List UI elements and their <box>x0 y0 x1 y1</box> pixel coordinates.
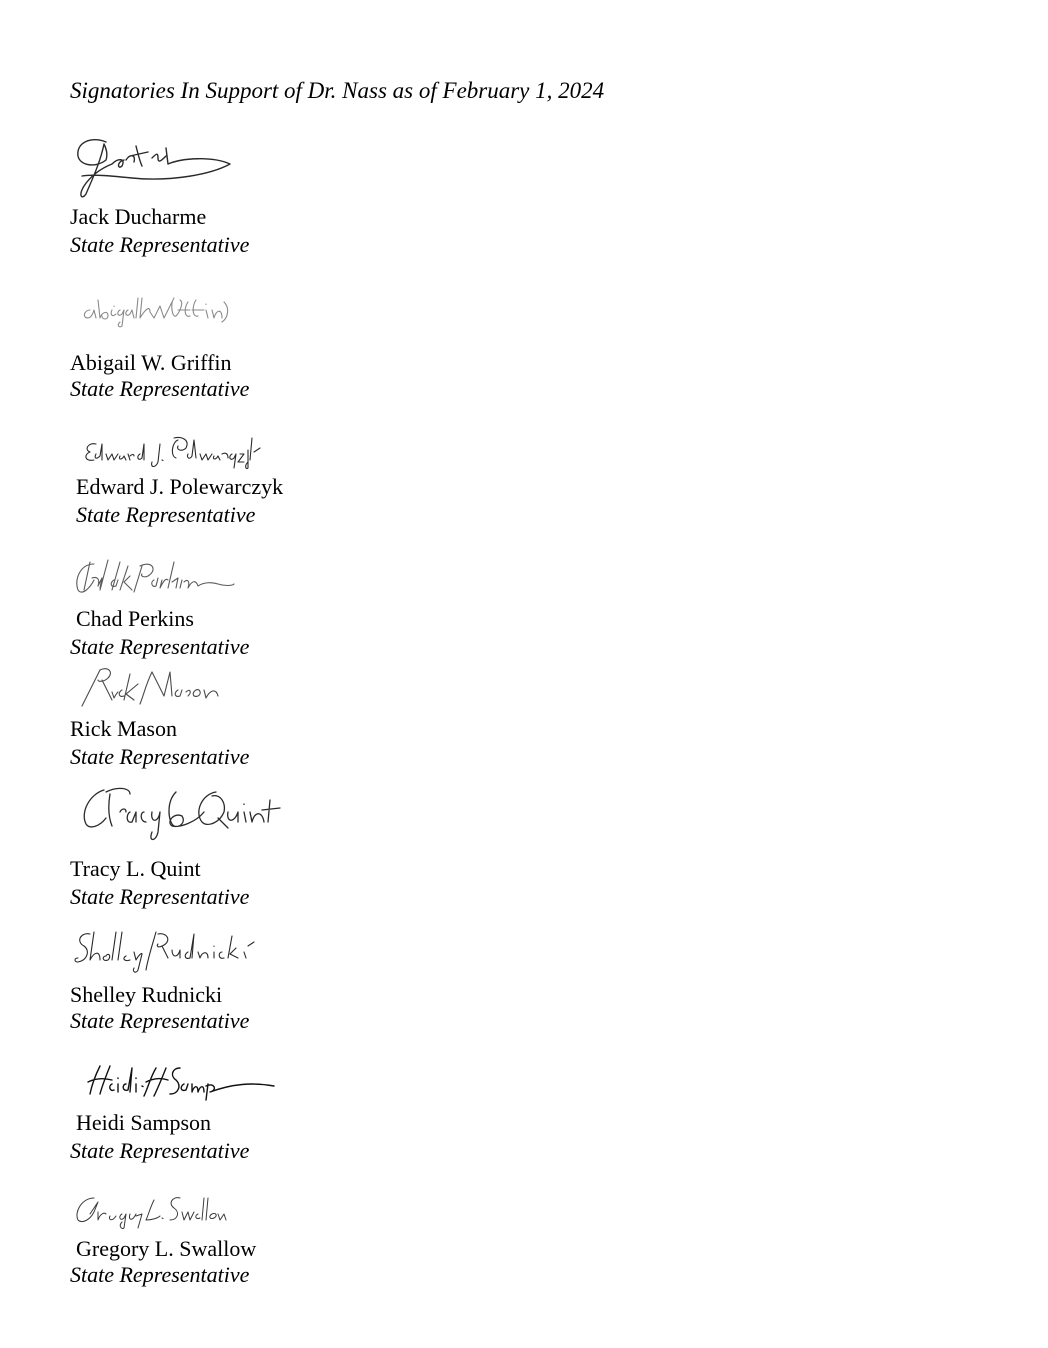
signatory-name: Shelley Rudnicki <box>70 982 223 1007</box>
signature-abigail-griffin <box>80 288 230 328</box>
signatory-name: Edward J. Polewarczyk <box>76 474 284 499</box>
signatory-name: Chad Perkins <box>76 606 194 631</box>
signatory-title: State Representative <box>70 376 250 401</box>
signatory-title: State Representative <box>76 502 256 527</box>
signature-edward-polewarczyk <box>82 430 267 470</box>
signatory-title: State Representative <box>70 1138 250 1163</box>
document-heading: Signatories In Support of Dr. Nass as of February 1, 2024 <box>70 78 605 103</box>
signatory-name: Tracy L. Quint <box>70 856 201 881</box>
signature-tracy-quint <box>78 782 283 852</box>
signatory-name: Jack Ducharme <box>70 204 207 229</box>
signature-shelley-rudnicki <box>72 926 267 976</box>
signatory-title: State Representative <box>70 744 250 769</box>
signatory-title: State Representative <box>70 634 250 659</box>
signature-rick-mason <box>74 664 229 710</box>
signatory-title: State Representative <box>70 1008 250 1033</box>
signatory-name: Abigail W. Griffin <box>70 350 232 375</box>
signatory-title: State Representative <box>70 1262 250 1287</box>
signature-heidi-sampson <box>82 1062 277 1102</box>
signatory-name: Gregory L. Swallow <box>76 1236 257 1261</box>
signatory-name: Heidi Sampson <box>76 1110 212 1135</box>
signatory-title: State Representative <box>70 884 250 909</box>
signature-chad-perkins <box>72 556 237 596</box>
signature-jack-ducharme <box>72 134 237 202</box>
signature-gregory-swallow <box>72 1190 232 1230</box>
signatory-name: Rick Mason <box>70 716 177 741</box>
signatory-title: State Representative <box>70 232 250 257</box>
